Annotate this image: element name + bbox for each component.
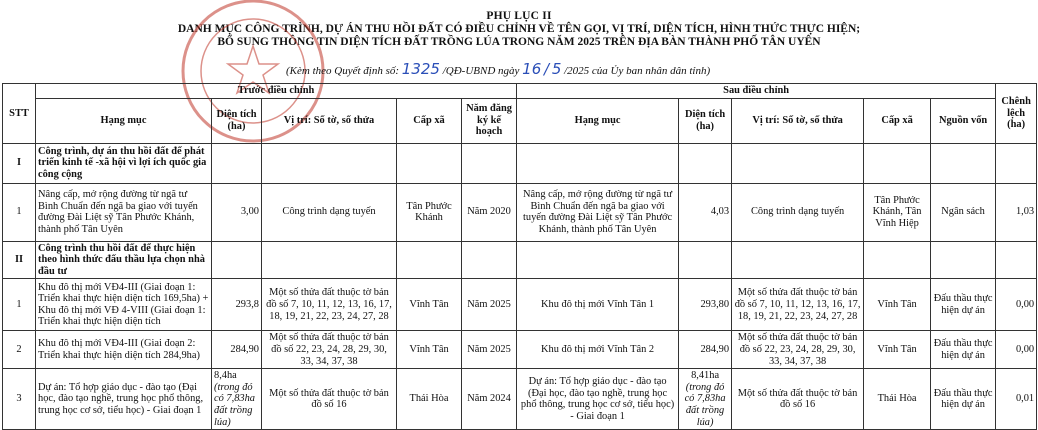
appendix-title: PHỤ LỤC II: [486, 10, 552, 22]
row-stt: 3: [3, 369, 36, 430]
table-row: [3, 331, 1037, 369]
header-after-adjustment: Sau điều chỉnh: [517, 84, 996, 99]
project-table: [2, 83, 1037, 430]
table-row: [3, 183, 1037, 241]
decision-month-handwritten: 5: [551, 60, 562, 78]
row-item-after: Dự án: Tổ hợp giáo dục - đào tạo (Đại học, đào tạo nghề, trung học phổ thông, trung học cơ sở, tiểu học) - Giai đoạn 1: [517, 369, 679, 430]
decision-day-handwritten: 16: [522, 60, 542, 78]
row-item-after: Khu đô thị mới Vĩnh Tân 2: [517, 331, 679, 369]
row-area-after-note: (trong đó có 7,83ha đất trồng lúa): [684, 381, 726, 428]
header-stt: STT: [3, 84, 36, 144]
row-area-cell: [212, 369, 262, 430]
header-area: Diện tích (ha): [212, 98, 262, 143]
row-location: Một số thửa đất thuộc tờ bản đồ số 16: [262, 369, 397, 430]
row-area-after: 8,41ha: [691, 370, 720, 382]
row-location: Một số thửa đất thuộc tờ bản đồ số 7, 10, 11, 12, 13, 16, 17, 18, 19, 21, 22, 23, 24, 27, 28: [262, 279, 397, 331]
row-stt: 1: [3, 279, 36, 331]
row-location-after: Một số thửa đất thuộc tờ bản đồ số 16: [732, 369, 864, 430]
header-area-after: Diện tích (ha): [679, 98, 732, 143]
row-area: 284,90: [212, 331, 262, 369]
decision-reference: [286, 60, 710, 78]
header-difference: Chênh lệch (ha): [996, 84, 1037, 144]
header-item-after: Hạng mục: [517, 98, 679, 143]
row-commune: Vĩnh Tân: [397, 279, 462, 331]
row-commune: Tân Phước Khánh: [397, 183, 462, 241]
row-fund: Đấu thầu thực hiện dự án: [931, 279, 996, 331]
section-number: II: [3, 241, 36, 279]
row-area: 8,4ha: [214, 370, 237, 382]
row-difference: 0,00: [996, 331, 1037, 369]
row-stt: 1: [3, 183, 36, 241]
decision-mid: /QĐ-UBND ngày: [442, 65, 520, 77]
header-item: Hạng mục: [36, 98, 212, 143]
decision-suffix: /2025 của Ủy ban nhân dân tỉnh): [564, 65, 711, 77]
row-commune-after: Vĩnh Tân: [864, 331, 931, 369]
row-area: 293,8: [212, 279, 262, 331]
row-location-after: Một số thửa đất thuộc tờ bản đồ số 7, 10, 11, 12, 13, 16, 17, 18, 19, 21, 22, 23, 24, 27, 28: [732, 279, 864, 331]
row-area-after: 293,80: [679, 279, 732, 331]
row-item: Nâng cấp, mở rộng đường từ ngã tư Bình Chuẩn đến ngã ba giao với tuyến đường Đài Liệt sỹ Tân Phước Khánh, thành phố Tân Uyên: [36, 183, 212, 241]
row-location: Công trình dạng tuyến: [262, 183, 397, 241]
header-fund: Nguồn vốn: [931, 98, 996, 143]
row-year: Năm 2025: [462, 331, 517, 369]
row-area-after: 4,03: [679, 183, 732, 241]
row-area-after-cell: [679, 369, 732, 430]
row-fund: Đấu thầu thực hiện dự án: [931, 331, 996, 369]
row-commune: Vĩnh Tân: [397, 331, 462, 369]
row-item: Khu đô thị mới VĐ4-III (Giai đoạn 1: Triển khai thực hiện diện tích 169,5ha) + Khu đô thị mới VĐ 4-VIII (Giai đoạn 1: Triển khai thực hiện diện tích: [36, 279, 212, 331]
decision-prefix: (Kèm theo Quyết định số:: [286, 65, 400, 77]
row-difference: 0,01: [996, 369, 1037, 430]
table-row: [3, 369, 1037, 430]
table-row: [3, 279, 1037, 331]
row-difference: 1,03: [996, 183, 1037, 241]
row-commune-after: Tân Phước Khánh, Tân Vĩnh Hiệp: [864, 183, 931, 241]
row-fund: Ngân sách: [931, 183, 996, 241]
row-fund: Đấu thầu thực hiện dự án: [931, 369, 996, 430]
document-title-line2: BỔ SUNG THÔNG TIN DIỆN TÍCH ĐẤT TRỒNG LÚA TRONG NĂM 2025 TRÊN ĐỊA BÀN THÀNH PHỐ TÂN UYÊN: [217, 36, 821, 48]
row-area-after: 284,90: [679, 331, 732, 369]
row-year: Năm 2024: [462, 369, 517, 430]
row-location-after: Một số thửa đất thuộc tờ bản đồ số 22, 23, 24, 28, 29, 30, 33, 34, 37, 38: [732, 331, 864, 369]
row-item: Dự án: Tổ hợp giáo dục - đào tạo (Đại học, đào tạo nghề, trung học phổ thông, trung học cơ sở, tiểu học) - Giai đoạn 1: [36, 369, 212, 430]
header-row-columns: [3, 98, 1037, 143]
row-area-note: (trong đó có 7,83ha đất trồng lúa): [214, 381, 255, 428]
section-title: Công trình, dự án thu hồi đất để phát triển kinh tế -xã hội vì lợi ích quốc gia công cộng: [36, 143, 212, 183]
row-commune-after: Vĩnh Tân: [864, 279, 931, 331]
section-title: Công trình thu hồi đất để thực hiện theo hình thức đấu thầu lựa chọn nhà đầu tư: [36, 241, 212, 279]
header-before-adjustment: Trước điều chỉnh: [36, 84, 517, 99]
header-commune: Cấp xã: [397, 98, 462, 143]
row-commune-after: Thái Hòa: [864, 369, 931, 430]
header-commune-after: Cấp xã: [864, 98, 931, 143]
row-area: 3,00: [212, 183, 262, 241]
section-row: [3, 143, 1037, 183]
row-stt: 2: [3, 331, 36, 369]
row-year: Năm 2020: [462, 183, 517, 241]
decision-sep: /: [544, 60, 550, 78]
row-location: Một số thửa đất thuộc tờ bản đồ số 22, 23, 24, 28, 29, 30, 33, 34, 37, 38: [262, 331, 397, 369]
header-location: Vị trí: Số tờ, số thửa: [262, 98, 397, 143]
row-year: Năm 2025: [462, 279, 517, 331]
header-location-after: Vị trí: Số tờ, số thửa: [732, 98, 864, 143]
row-commune: Thái Hòa: [397, 369, 462, 430]
row-item: Khu đô thị mới VĐ4-III (Giai đoạn 2: Triển khai thực hiện diện tích 284,9ha): [36, 331, 212, 369]
row-location-after: Công trình dạng tuyến: [732, 183, 864, 241]
section-row: [3, 241, 1037, 279]
row-item-after: Khu đô thị mới Vĩnh Tân 1: [517, 279, 679, 331]
row-item-after: Nâng cấp, mở rộng đường từ ngã tư Bình Chuẩn đến ngã ba giao với tuyến đường Đài Liệt sỹ Tân Phước Khánh, thành phố Tân Uyên: [517, 183, 679, 241]
decision-number-handwritten: 1325: [401, 60, 440, 78]
section-number: I: [3, 143, 36, 183]
document-title-line1: DANH MỤC CÔNG TRÌNH, DỰ ÁN THU HỒI ĐẤT CÓ ĐIỀU CHỈNH VỀ TÊN GỌI, VỊ TRÍ, DIỆN TÍCH, HÌNH THỨC THỰC HIỆN;: [177, 23, 861, 35]
header-row-groups: [3, 84, 1037, 99]
row-difference: 0,00: [996, 279, 1037, 331]
header-year: Năm đăng ký kế hoạch: [462, 98, 517, 143]
